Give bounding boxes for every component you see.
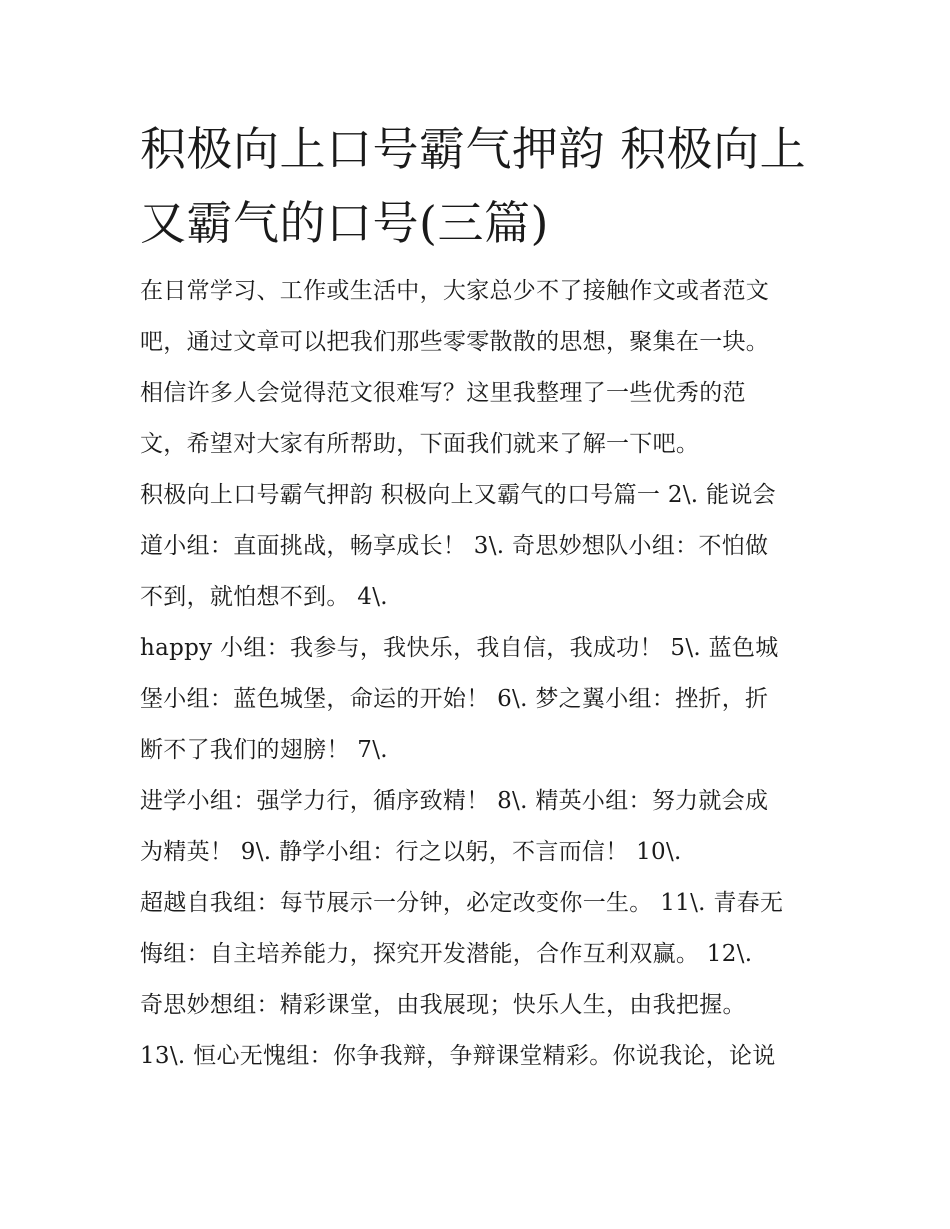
text-line: 为精英！ 9\. 静学小组：行之以躬，不言而信！ 10\. <box>140 839 682 865</box>
text-line: 13\. 恒心无愧组：你争我辩，争辩课堂精彩。你说我论，论说 <box>140 1043 776 1069</box>
text-line: 悔组：自主培养能力，探究开发潜能，合作互利双赢。 12\. <box>140 941 753 967</box>
body-paragraph <box>140 776 820 878</box>
text-line: 道小组：直面挑战，畅享成长！ 3\. 奇思妙想队小组：不怕做 <box>140 533 769 559</box>
text-line: 文，希望对大家有所帮助，下面我们就来了解一下吧。 <box>140 431 700 457</box>
text-line: 断不了我们的翅膀！ 7\. <box>140 737 388 763</box>
text-line: 积极向上口号霸气押韵 积极向上又霸气的口号篇一 2\. 能说会 <box>140 482 776 508</box>
text-line: happy 小组：我参与，我快乐，我自信，我成功！ 5\. 蓝色城 <box>140 635 779 661</box>
text-line: 进学小组：强学力行，循序致精！ 8\. 精英小组：努力就会成 <box>140 788 769 814</box>
body-paragraph <box>140 470 820 623</box>
body-paragraph <box>140 878 820 1082</box>
text-line: 超越自我组：每节展示一分钟，必定改变你一生。 11\. 青春无 <box>140 890 784 916</box>
text-line: 相信许多人会觉得范文很难写？这里我整理了一些优秀的范 <box>140 380 746 406</box>
document-body <box>140 266 820 1082</box>
body-paragraph <box>140 266 820 470</box>
document-title: 积极向上口号霸气押韵 积极向上又霸气的口号(三篇) <box>140 122 807 250</box>
body-paragraph <box>140 623 820 776</box>
text-line: 不到，就怕想不到。 4\. <box>140 584 388 610</box>
text-line: 吧，通过文章可以把我们那些零零散散的思想，聚集在一块。 <box>140 329 770 355</box>
text-line: 奇思妙想组：精彩课堂，由我展现；快乐人生，由我把握。 <box>140 992 746 1018</box>
text-line: 堡小组：蓝色城堡，命运的开始！ 6\. 梦之翼小组：挫折，折 <box>140 686 769 712</box>
text-line: 在日常学习、工作或生活中，大家总少不了接触作文或者范文 <box>140 278 770 304</box>
